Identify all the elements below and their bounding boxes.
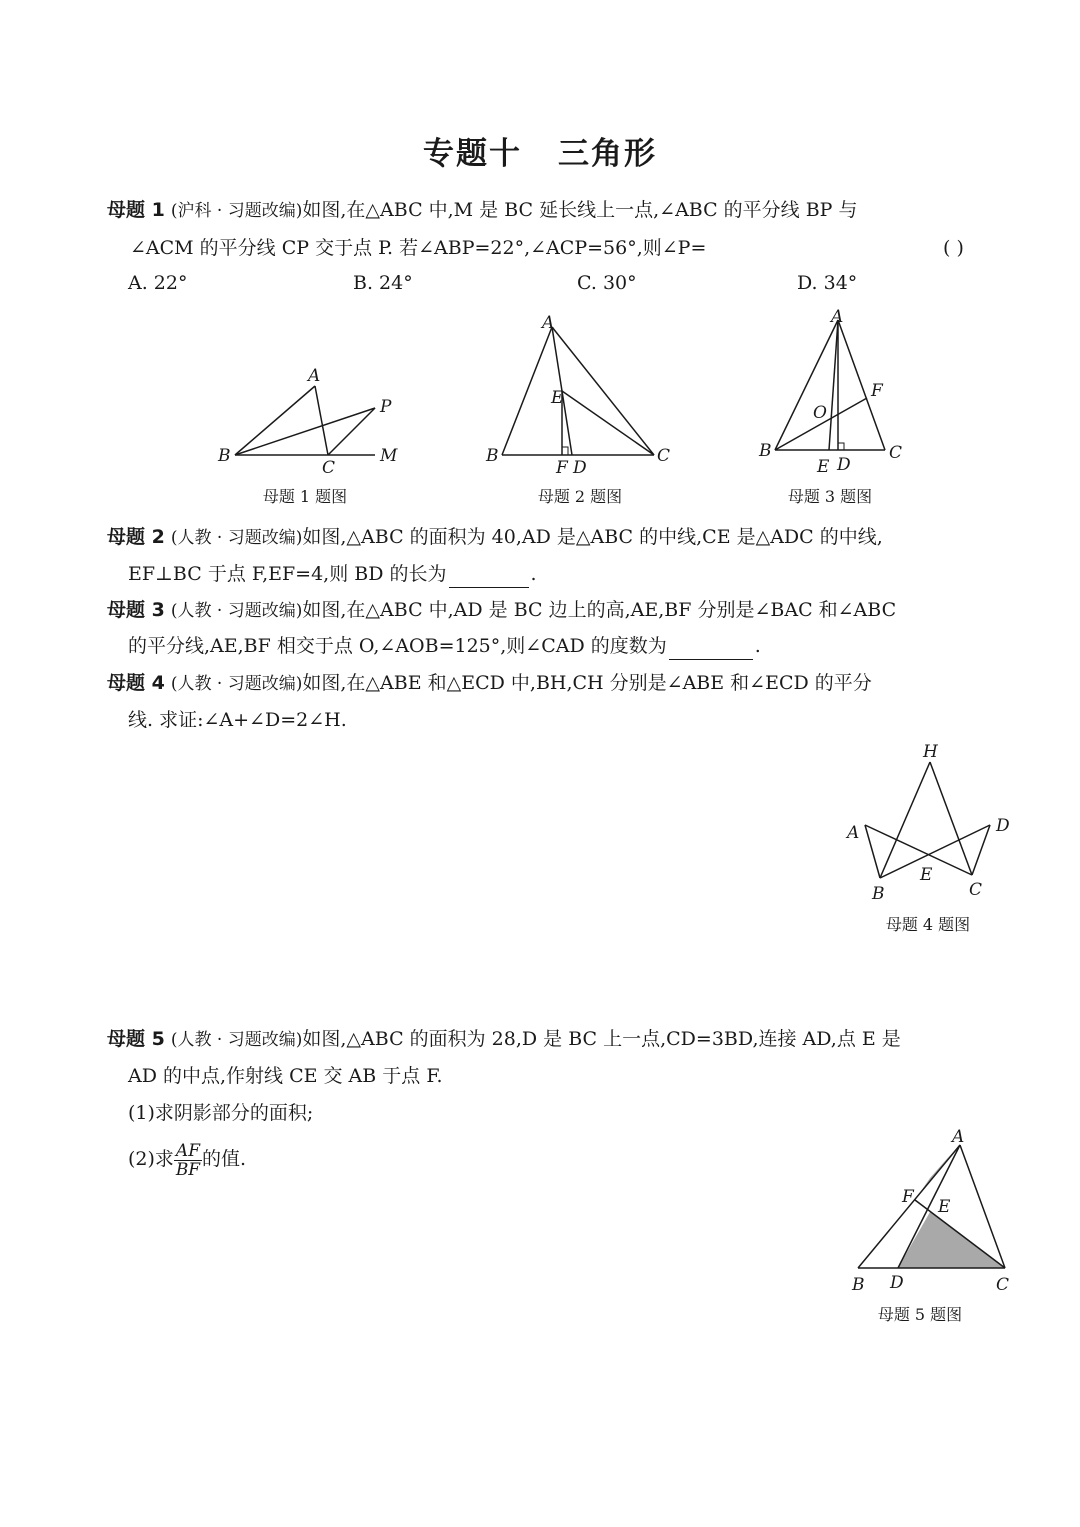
label-c: C xyxy=(969,880,983,900)
fraction-numerator: AF xyxy=(175,1140,200,1161)
segment-bh xyxy=(880,762,930,878)
label-p: P xyxy=(380,397,392,417)
problem-2-line-1 xyxy=(107,523,883,552)
problem-3-end: . xyxy=(754,635,761,657)
problem-5-line-1 xyxy=(107,1025,901,1054)
segment-ba xyxy=(235,386,315,455)
figure-2-caption: 母题 2 题图 xyxy=(537,487,623,506)
segment-ac xyxy=(315,386,328,455)
problem-3-text-1: 如图,在△ABC 中,AD 是 BC 边上的高,AE,BF 分别是∠BAC 和∠ABC xyxy=(302,599,897,621)
problem-5-question-2 xyxy=(128,1140,246,1179)
problem-3-label: 母题 3 xyxy=(107,599,165,621)
figure-3-caption: 母题 3 题图 xyxy=(787,487,873,506)
label-a: A xyxy=(308,366,321,386)
title-topic: 专题十 xyxy=(423,136,522,172)
label-b: B xyxy=(759,441,772,461)
problem-2-source: (人教 · 习题改编) xyxy=(170,528,303,548)
figure-4 xyxy=(835,735,1025,910)
problem-1-line-2: ∠ACM 的平分线 CP 交于点 P. 若∠ABP=22°,∠ACP=56°,则∠P= xyxy=(130,237,707,259)
right-angle-f xyxy=(562,447,568,455)
label-c: C xyxy=(889,443,903,463)
figure-1 xyxy=(210,360,410,480)
problem-4-source: (人教 · 习题改编) xyxy=(170,674,303,694)
figure-1-caption: 母题 1 题图 xyxy=(262,487,348,506)
problem-1-line-1 xyxy=(107,196,858,225)
label-o: O xyxy=(813,403,827,423)
problem-5-text-1: 如图,△ABC 的面积为 28,D 是 BC 上一点,CD=3BD,连接 AD,点 E 是 xyxy=(302,1028,901,1050)
label-a: A xyxy=(542,313,555,333)
problem-4-label: 母题 4 xyxy=(107,672,165,694)
choice-c: C. 30° xyxy=(577,272,637,294)
problem-1-text-1: 如图,在△ABC 中,M 是 BC 延长线上一点,∠ABC 的平分线 BP 与 xyxy=(302,199,858,221)
problem-5-source: (人教 · 习题改编) xyxy=(170,1030,303,1050)
problem-2-end: . xyxy=(530,563,537,585)
label-h: H xyxy=(923,742,938,762)
problem-3-line-2 xyxy=(128,632,761,660)
problem-2-line-2 xyxy=(128,560,537,588)
problem-1-answer-bracket: ( ) xyxy=(943,237,964,259)
label-d: D xyxy=(890,1273,904,1293)
label-b: B xyxy=(486,446,499,466)
choice-b: B. 24° xyxy=(353,272,413,294)
figure-3 xyxy=(755,300,915,480)
label-b: B xyxy=(872,884,885,904)
label-c: C xyxy=(657,446,671,466)
label-a: A xyxy=(831,307,844,327)
segment-ac xyxy=(552,327,654,455)
label-d: D xyxy=(996,816,1010,836)
label-e: E xyxy=(551,388,564,408)
problem-2-text-2: EF⊥BC 于点 F,EF=4,则 BD 的长为 xyxy=(128,563,447,585)
right-angle-d xyxy=(838,443,844,450)
label-f: F xyxy=(902,1187,914,1207)
figure-5 xyxy=(840,1120,1030,1300)
page-title xyxy=(0,128,1080,173)
label-f: F xyxy=(871,381,883,401)
fraction-af-bf xyxy=(174,1142,202,1179)
label-b: B xyxy=(218,446,231,466)
answer-blank xyxy=(449,565,529,588)
problem-4-line-2: 线. 求证:∠A+∠D=2∠H. xyxy=(128,709,347,731)
label-e: E xyxy=(920,865,933,885)
problem-5-question-1: (1)求阴影部分的面积; xyxy=(128,1102,314,1124)
figure-2 xyxy=(482,310,682,480)
problem-4-line-1 xyxy=(107,669,872,698)
segment-cp xyxy=(328,408,375,455)
problem-3-line-1 xyxy=(107,596,896,625)
label-a: A xyxy=(952,1127,965,1147)
title-subject: 三角形 xyxy=(558,136,657,172)
label-d: D xyxy=(573,458,587,478)
label-b: B xyxy=(852,1275,865,1295)
fraction-denominator: BF xyxy=(175,1159,201,1180)
segment-ab xyxy=(502,327,552,455)
choice-d: D. 34° xyxy=(797,272,858,294)
problem-2-label: 母题 2 xyxy=(107,526,165,548)
choice-a: A. 22° xyxy=(128,272,188,294)
segment-ae xyxy=(829,320,838,450)
figure-5-caption: 母题 5 题图 xyxy=(877,1305,963,1324)
label-e: E xyxy=(817,457,830,477)
problem-3-text-2: 的平分线,AE,BF 相交于点 O,∠AOB=125°,则∠CAD 的度数为 xyxy=(128,635,667,657)
label-d: D xyxy=(837,455,851,475)
problem-2-text-1: 如图,△ABC 的面积为 40,AD 是△ABC 的中线,CE 是△ADC 的中线, xyxy=(302,526,883,548)
problem-4-text-1: 如图,在△ABE 和△ECD 中,BH,CH 分别是∠ABE 和∠ECD 的平分 xyxy=(302,672,872,694)
label-m: M xyxy=(380,446,398,466)
segment-ab xyxy=(775,320,838,450)
answer-blank xyxy=(669,637,753,660)
label-c: C xyxy=(322,458,336,478)
problem-1-label: 母题 1 xyxy=(107,199,165,221)
segment-bp xyxy=(235,408,375,455)
segment-ab xyxy=(865,825,880,878)
problem-5-line-2: AD 的中点,作射线 CE 交 AB 于点 F. xyxy=(128,1065,443,1087)
problem-1-source: (沪科 · 习题改编) xyxy=(170,201,303,221)
label-f: F xyxy=(556,458,568,478)
label-c: C xyxy=(996,1275,1010,1295)
figure-4-caption: 母题 4 题图 xyxy=(885,915,971,934)
segment-ce xyxy=(562,391,654,455)
label-e: E xyxy=(938,1197,951,1217)
shaded-triangle-large xyxy=(898,1212,1005,1268)
question-2-suffix: 的值. xyxy=(202,1148,247,1170)
problem-5-label: 母题 5 xyxy=(107,1028,165,1050)
problem-3-source: (人教 · 习题改编) xyxy=(170,601,303,621)
question-2-prefix: (2)求 xyxy=(128,1148,174,1170)
label-a: A xyxy=(847,823,860,843)
